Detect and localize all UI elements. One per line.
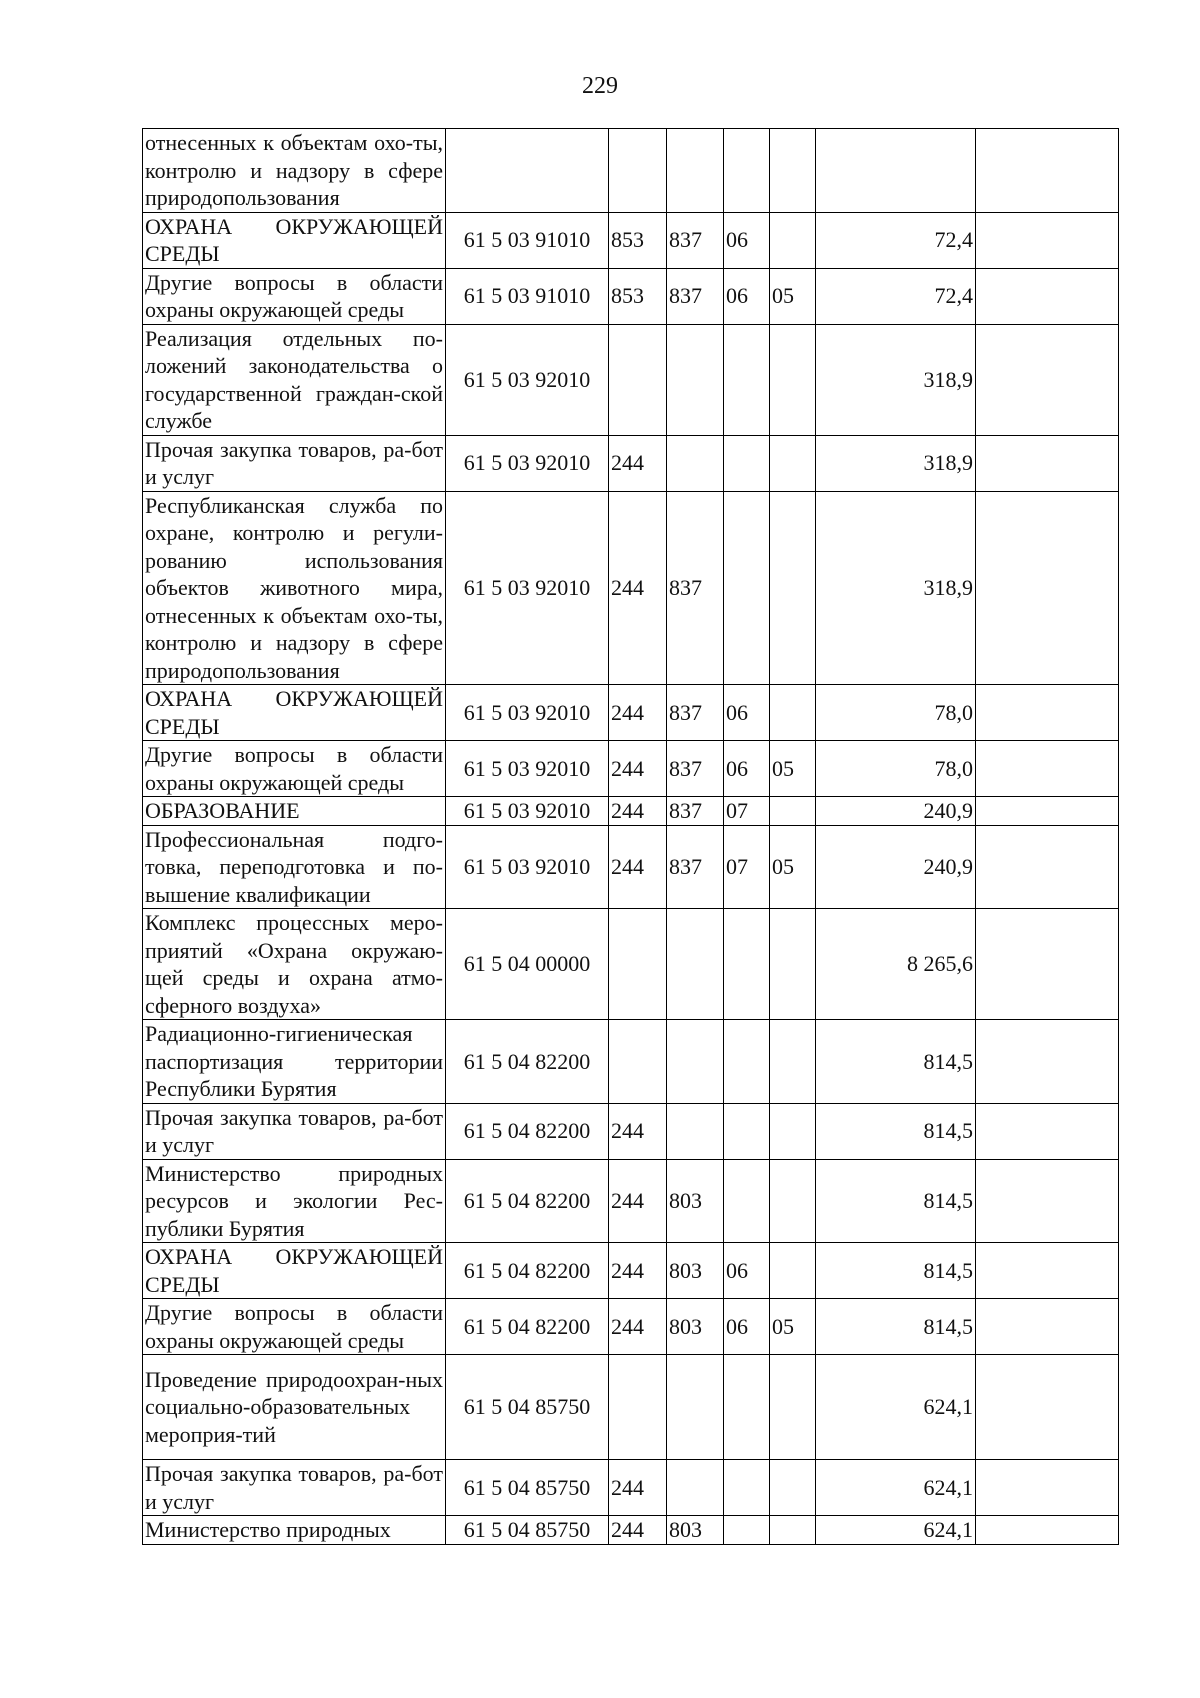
- cell-grbs: [667, 909, 724, 1020]
- cell-amount: 318,9: [816, 435, 976, 491]
- cell-name: Другие вопросы в области охраны окружающей среды: [143, 268, 446, 324]
- cell-amount: 72,4: [816, 268, 976, 324]
- table-row: [143, 741, 1119, 797]
- cell-section: [724, 1103, 770, 1159]
- cell-name: Проведение природоохран-ных социально-образовательных мероприя-тий: [143, 1355, 446, 1460]
- cell-subsection: [770, 1159, 816, 1243]
- cell-name: Комплекс процессных меро-приятий «Охрана окружаю-щей среды и охрана атмо-сферного воздуха»: [143, 909, 446, 1020]
- cell-amount: 78,0: [816, 741, 976, 797]
- cell-target-code: 61 5 03 92010: [446, 741, 609, 797]
- cell-section: 06: [724, 212, 770, 268]
- cell-section: [724, 909, 770, 1020]
- cell-extra: [976, 825, 1119, 909]
- table-row: [143, 1159, 1119, 1243]
- cell-subsection: [770, 435, 816, 491]
- cell-expense-type: 244: [609, 1299, 667, 1355]
- cell-target-code: 61 5 03 92010: [446, 825, 609, 909]
- cell-expense-type: 244: [609, 1243, 667, 1299]
- cell-target-code: 61 5 04 82200: [446, 1243, 609, 1299]
- cell-amount: 814,5: [816, 1020, 976, 1104]
- cell-extra: [976, 435, 1119, 491]
- cell-name: Реализация отдельных по-ложений законодательства о государственной граждан-ской службе: [143, 324, 446, 435]
- table-row: [143, 324, 1119, 435]
- cell-extra: [976, 685, 1119, 741]
- cell-section: 07: [724, 825, 770, 909]
- cell-grbs: 803: [667, 1516, 724, 1545]
- table-row: [143, 268, 1119, 324]
- cell-target-code: 61 5 04 82200: [446, 1103, 609, 1159]
- cell-amount: 814,5: [816, 1103, 976, 1159]
- cell-section: [724, 324, 770, 435]
- cell-amount: 624,1: [816, 1355, 976, 1460]
- cell-name: ОХРАНА ОКРУЖАЮЩЕЙ СРЕДЫ: [143, 212, 446, 268]
- cell-target-code: 61 5 04 82200: [446, 1020, 609, 1104]
- table-row: [143, 825, 1119, 909]
- cell-grbs: 837: [667, 212, 724, 268]
- cell-subsection: [770, 909, 816, 1020]
- cell-amount: [816, 129, 976, 213]
- cell-amount: 624,1: [816, 1460, 976, 1516]
- cell-expense-type: [609, 1020, 667, 1104]
- cell-section: [724, 1460, 770, 1516]
- table-row: [143, 797, 1119, 826]
- table-body: [143, 129, 1119, 1545]
- cell-section: 06: [724, 1299, 770, 1355]
- cell-amount: 318,9: [816, 491, 976, 685]
- cell-subsection: [770, 797, 816, 826]
- cell-grbs: 803: [667, 1159, 724, 1243]
- table-row: [143, 129, 1119, 213]
- cell-name: Министерство природных: [143, 1516, 446, 1545]
- cell-subsection: 05: [770, 741, 816, 797]
- cell-amount: 814,5: [816, 1243, 976, 1299]
- cell-expense-type: 244: [609, 435, 667, 491]
- cell-expense-type: [609, 129, 667, 213]
- cell-name: Республиканская служба по охране, контролю и регули-рованию использования объектов животного мира, отнесенных к объектам охо-ты, контролю и надзору в сфере природопользования: [143, 491, 446, 685]
- cell-section: [724, 1355, 770, 1460]
- cell-section: [724, 1516, 770, 1545]
- cell-extra: [976, 268, 1119, 324]
- cell-grbs: 837: [667, 491, 724, 685]
- table-row: [143, 1103, 1119, 1159]
- cell-subsection: [770, 491, 816, 685]
- cell-expense-type: 244: [609, 797, 667, 826]
- budget-table: [142, 128, 1119, 1545]
- cell-expense-type: 244: [609, 1460, 667, 1516]
- cell-section: [724, 1020, 770, 1104]
- cell-target-code: 61 5 04 85750: [446, 1355, 609, 1460]
- cell-extra: [976, 324, 1119, 435]
- table-row: [143, 1460, 1119, 1516]
- cell-grbs: 803: [667, 1243, 724, 1299]
- cell-grbs: 837: [667, 685, 724, 741]
- cell-expense-type: 853: [609, 212, 667, 268]
- cell-expense-type: 244: [609, 741, 667, 797]
- cell-name: Радиационно-гигиеническая паспортизация территории Республики Бурятия: [143, 1020, 446, 1104]
- cell-amount: 814,5: [816, 1299, 976, 1355]
- table-row: [143, 1243, 1119, 1299]
- cell-grbs: [667, 1020, 724, 1104]
- cell-expense-type: 244: [609, 1516, 667, 1545]
- cell-extra: [976, 1516, 1119, 1545]
- cell-grbs: [667, 1355, 724, 1460]
- cell-target-code: 61 5 03 92010: [446, 685, 609, 741]
- table-row: [143, 435, 1119, 491]
- cell-amount: 240,9: [816, 825, 976, 909]
- cell-subsection: [770, 1516, 816, 1545]
- cell-target-code: 61 5 04 00000: [446, 909, 609, 1020]
- table-row: [143, 1299, 1119, 1355]
- table-row: [143, 491, 1119, 685]
- table-row: [143, 1516, 1119, 1545]
- table-row: [143, 1355, 1119, 1460]
- cell-section: 07: [724, 797, 770, 826]
- cell-section: 06: [724, 685, 770, 741]
- cell-expense-type: 244: [609, 825, 667, 909]
- cell-grbs: [667, 1103, 724, 1159]
- cell-subsection: [770, 1460, 816, 1516]
- cell-amount: 8 265,6: [816, 909, 976, 1020]
- cell-subsection: [770, 324, 816, 435]
- cell-subsection: [770, 1243, 816, 1299]
- table-row: [143, 685, 1119, 741]
- table-row: [143, 212, 1119, 268]
- cell-name: Прочая закупка товаров, ра-бот и услуг: [143, 435, 446, 491]
- cell-subsection: [770, 1103, 816, 1159]
- cell-target-code: 61 5 03 92010: [446, 324, 609, 435]
- cell-expense-type: [609, 909, 667, 1020]
- cell-name: Министерство природных ресурсов и экологии Рес-публики Бурятия: [143, 1159, 446, 1243]
- cell-amount: 624,1: [816, 1516, 976, 1545]
- cell-target-code: 61 5 04 82200: [446, 1299, 609, 1355]
- cell-extra: [976, 1103, 1119, 1159]
- cell-extra: [976, 1355, 1119, 1460]
- cell-amount: 814,5: [816, 1159, 976, 1243]
- cell-section: 06: [724, 1243, 770, 1299]
- cell-name: ОХРАНА ОКРУЖАЮЩЕЙ СРЕДЫ: [143, 685, 446, 741]
- page-number: 229: [582, 73, 618, 99]
- table-row: [143, 909, 1119, 1020]
- cell-section: 06: [724, 268, 770, 324]
- cell-extra: [976, 1243, 1119, 1299]
- cell-name: Другие вопросы в области охраны окружающей среды: [143, 1299, 446, 1355]
- cell-amount: 72,4: [816, 212, 976, 268]
- cell-extra: [976, 797, 1119, 826]
- cell-amount: 78,0: [816, 685, 976, 741]
- cell-extra: [976, 212, 1119, 268]
- cell-name: ОХРАНА ОКРУЖАЮЩЕЙ СРЕДЫ: [143, 1243, 446, 1299]
- cell-expense-type: 853: [609, 268, 667, 324]
- cell-name: отнесенных к объектам охо-ты, контролю и надзору в сфере природопользования: [143, 129, 446, 213]
- cell-target-code: 61 5 03 91010: [446, 212, 609, 268]
- cell-target-code: 61 5 04 82200: [446, 1159, 609, 1243]
- cell-target-code: 61 5 04 85750: [446, 1460, 609, 1516]
- cell-extra: [976, 1020, 1119, 1104]
- cell-grbs: 837: [667, 797, 724, 826]
- cell-subsection: [770, 129, 816, 213]
- cell-grbs: 837: [667, 825, 724, 909]
- cell-extra: [976, 129, 1119, 213]
- cell-expense-type: 244: [609, 491, 667, 685]
- cell-amount: 240,9: [816, 797, 976, 826]
- table-row: [143, 1020, 1119, 1104]
- cell-extra: [976, 909, 1119, 1020]
- cell-grbs: 803: [667, 1299, 724, 1355]
- cell-extra: [976, 1460, 1119, 1516]
- cell-grbs: [667, 1460, 724, 1516]
- cell-name: ОБРАЗОВАНИЕ: [143, 797, 446, 826]
- cell-grbs: [667, 324, 724, 435]
- cell-grbs: 837: [667, 268, 724, 324]
- cell-name: Прочая закупка товаров, ра-бот и услуг: [143, 1460, 446, 1516]
- cell-subsection: 05: [770, 825, 816, 909]
- cell-section: [724, 129, 770, 213]
- cell-name: Профессиональная подго-товка, переподготовка и по-вышение квалификации: [143, 825, 446, 909]
- cell-expense-type: 244: [609, 1103, 667, 1159]
- cell-section: [724, 491, 770, 685]
- cell-extra: [976, 491, 1119, 685]
- cell-name: Другие вопросы в области охраны окружающей среды: [143, 741, 446, 797]
- cell-target-code: 61 5 03 92010: [446, 797, 609, 826]
- cell-section: 06: [724, 741, 770, 797]
- cell-target-code: [446, 129, 609, 213]
- cell-target-code: 61 5 03 92010: [446, 435, 609, 491]
- cell-target-code: 61 5 04 85750: [446, 1516, 609, 1545]
- cell-section: [724, 1159, 770, 1243]
- cell-grbs: [667, 435, 724, 491]
- cell-subsection: [770, 212, 816, 268]
- cell-extra: [976, 1299, 1119, 1355]
- cell-subsection: [770, 1020, 816, 1104]
- cell-expense-type: 244: [609, 685, 667, 741]
- cell-subsection: 05: [770, 268, 816, 324]
- cell-section: [724, 435, 770, 491]
- cell-subsection: [770, 685, 816, 741]
- cell-grbs: [667, 129, 724, 213]
- cell-expense-type: [609, 1355, 667, 1460]
- cell-extra: [976, 1159, 1119, 1243]
- cell-amount: 318,9: [816, 324, 976, 435]
- cell-subsection: 05: [770, 1299, 816, 1355]
- cell-expense-type: 244: [609, 1159, 667, 1243]
- cell-grbs: 837: [667, 741, 724, 797]
- cell-subsection: [770, 1355, 816, 1460]
- cell-target-code: 61 5 03 92010: [446, 491, 609, 685]
- cell-extra: [976, 741, 1119, 797]
- cell-target-code: 61 5 03 91010: [446, 268, 609, 324]
- cell-name: Прочая закупка товаров, ра-бот и услуг: [143, 1103, 446, 1159]
- cell-expense-type: [609, 324, 667, 435]
